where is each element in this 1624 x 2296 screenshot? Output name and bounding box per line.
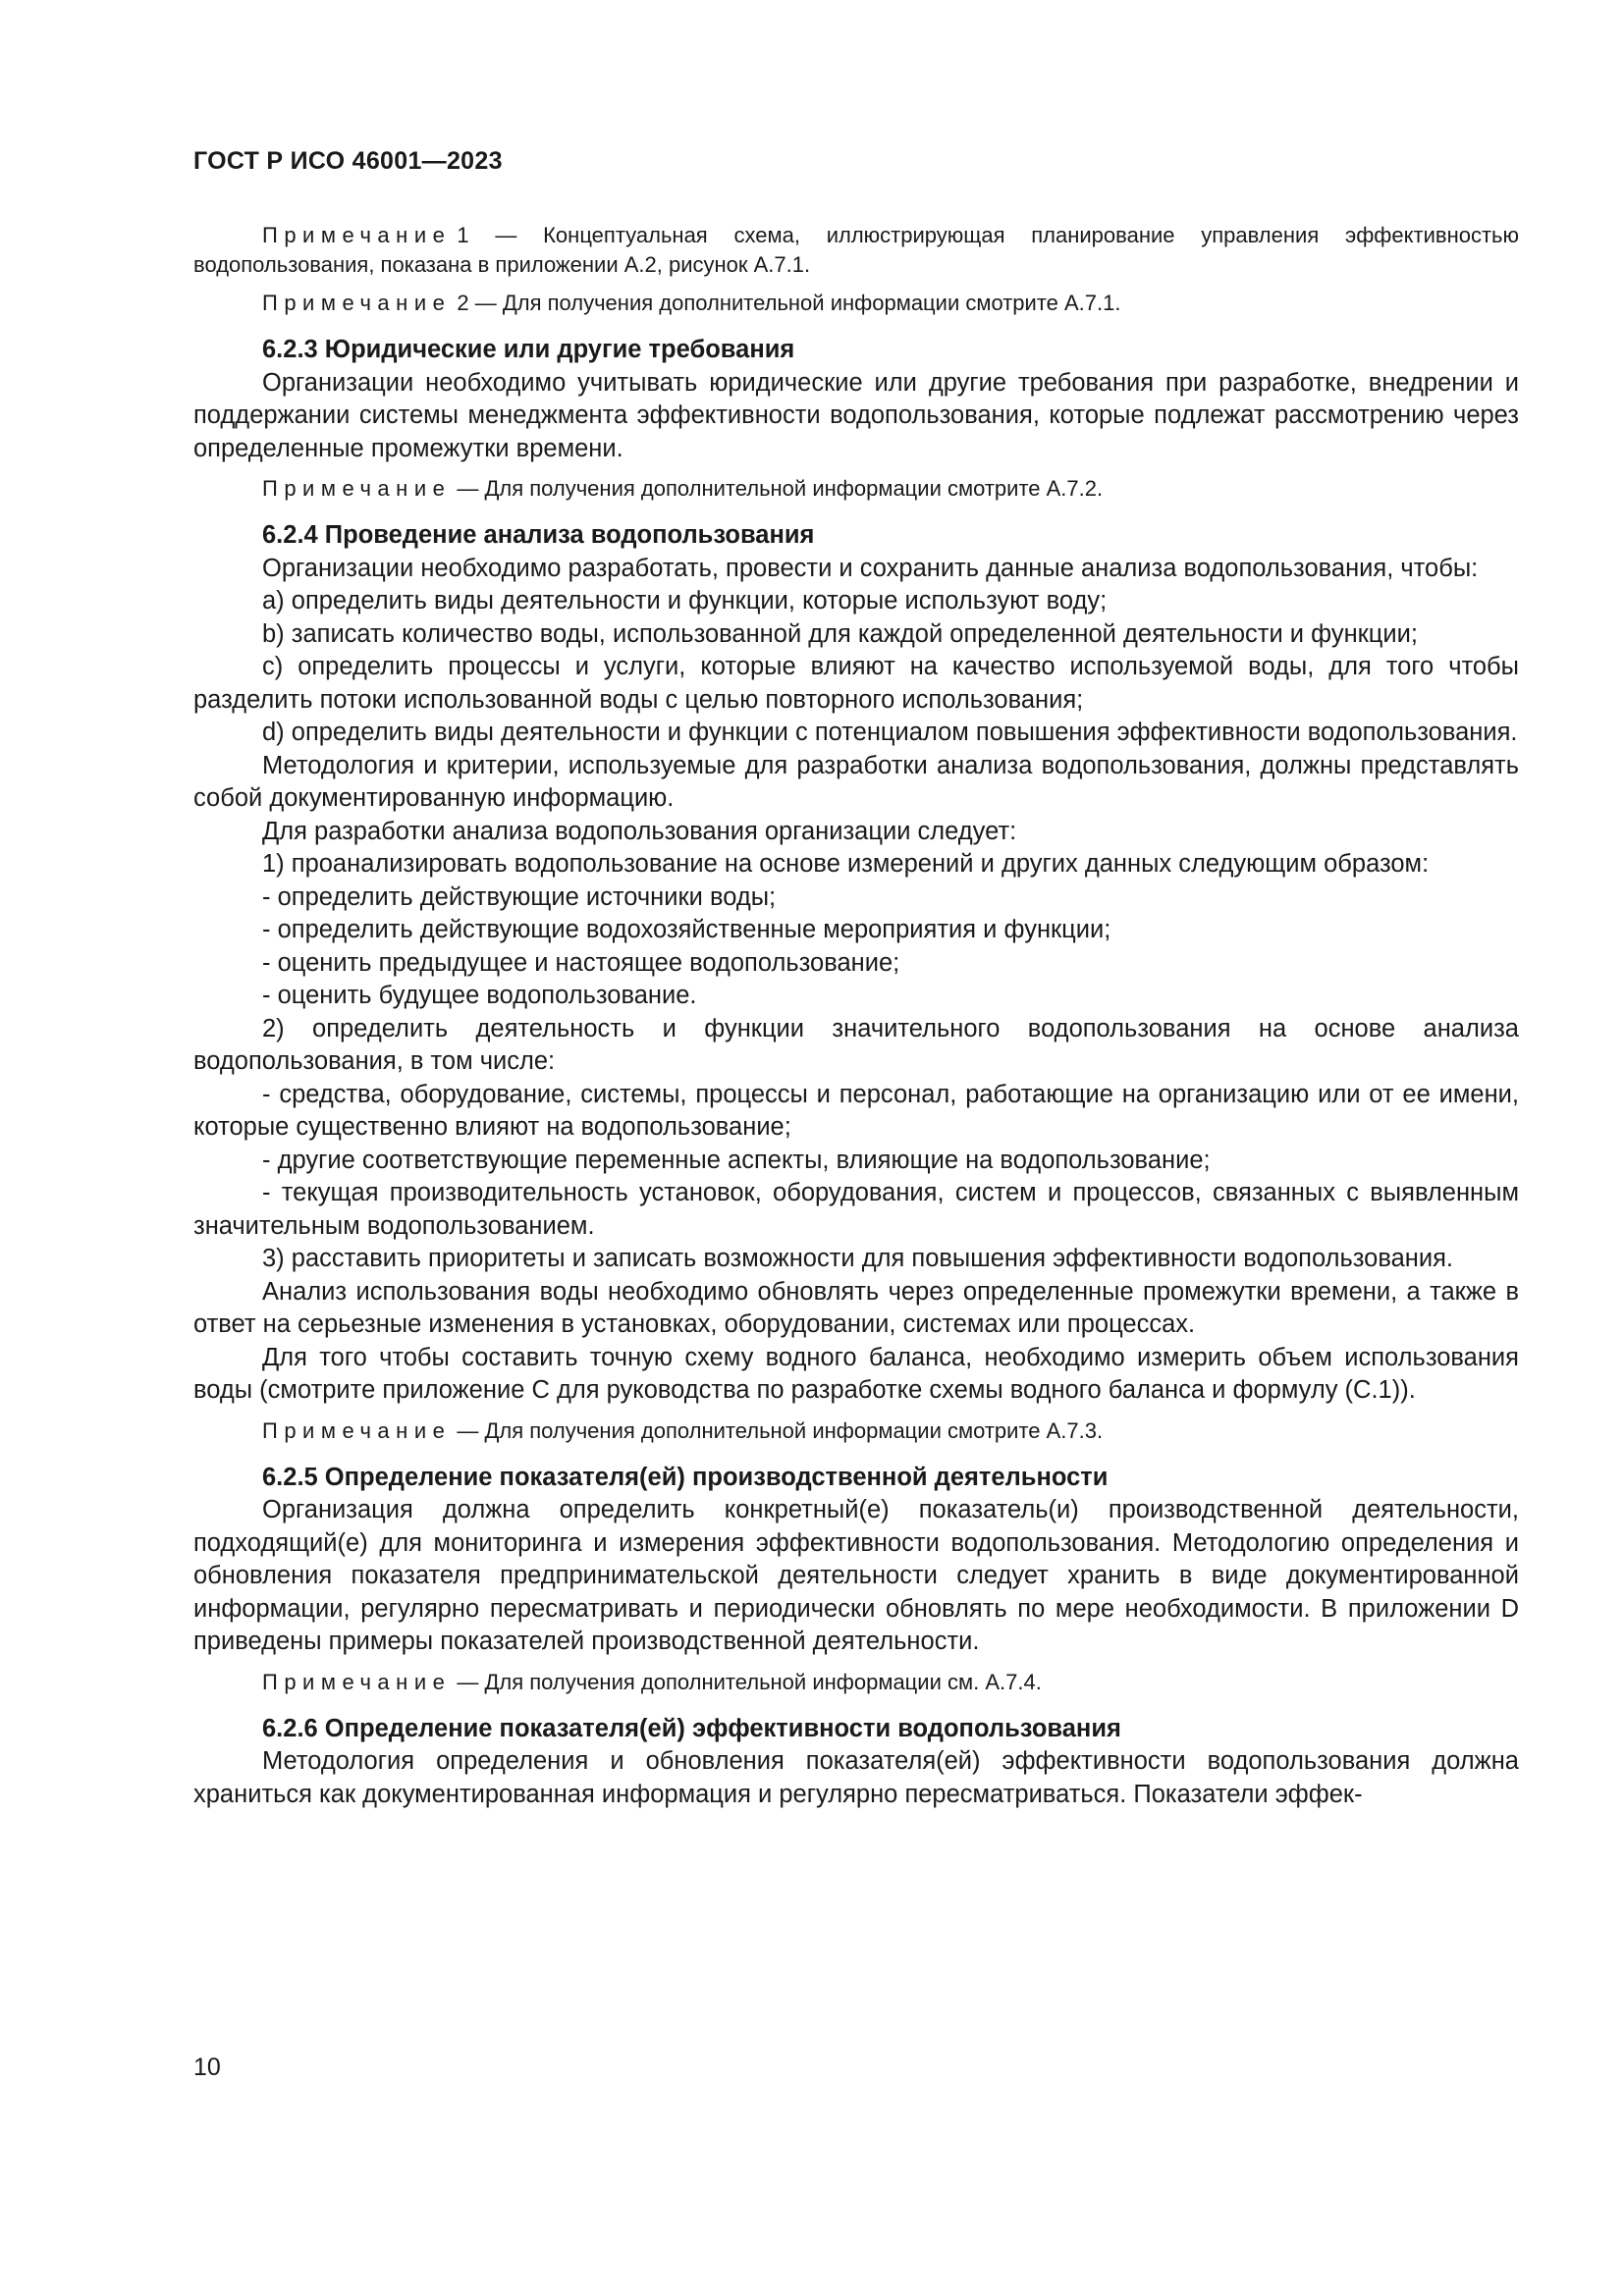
body-paragraph: d) определить виды деятельности и функции с потенциалом повышения эффективности водопользования. [262, 719, 1518, 746]
note-text: — Для получения дополнительной информации см. А.7.4. [457, 1669, 1042, 1694]
note-number: 2 [457, 291, 469, 315]
body-paragraph: Анализ использования воды необходимо обновлять через определенные промежутки времени, а также в ответ на серьезные изменения в установках, оборудовании, системах или процессах. [193, 1277, 1519, 1338]
note-label: Примечание [262, 1669, 452, 1694]
body-paragraph: - оценить будущее водопользование. [262, 982, 697, 1009]
note-number: 1 [457, 223, 469, 247]
note-label: Примечание [262, 476, 452, 501]
note-paragraph [193, 221, 1519, 280]
body-paragraph: Методология определения и обновления показателя(ей) эффективности водопользования должна храниться как документированная информация и регулярно пересматриваться. Показатели эффек- [193, 1747, 1519, 1808]
note-label: Примечание [262, 291, 452, 315]
body-paragraph: a) определить виды деятельности и функции, которые используют воду; [262, 587, 1108, 614]
body-paragraph: - определить действующие источники воды; [262, 882, 777, 911]
body-paragraph: Для разработки анализа водопользования организации следует: [262, 817, 1017, 845]
section-heading: 6.2.4 Проведение анализа водопользования [262, 521, 815, 549]
page-number: 10 [193, 2054, 221, 2081]
body-paragraph: - средства, оборудование, системы, процессы и персонал, работающие на организацию или от ее имени, которые существенно влияют на водопользование; [193, 1080, 1519, 1141]
body-paragraph: b) записать количество воды, использованной для каждой определенной деятельности и функции; [262, 619, 1418, 648]
note-paragraph [193, 1416, 1519, 1446]
body-paragraph: 3) расставить приоритеты и записать возможности для повышения эффективности водопользования. [262, 1245, 1453, 1272]
body-paragraph: Методология и критерии, используемые для разработки анализа водопользования, должны представлять собой документированную информацию. [193, 751, 1519, 812]
body-paragraph: - определить действующие водохозяйственные мероприятия и функции; [262, 916, 1111, 943]
section-heading: 6.2.6 Определение показателя(ей) эффективности водопользования [262, 1714, 1121, 1742]
section-heading: 6.2.5 Определение показателя(ей) производственной деятельности [262, 1463, 1109, 1491]
section-heading: 6.2.3 Юридические или другие требования [262, 336, 795, 363]
note-paragraph [193, 1668, 1519, 1697]
note-text: — Концептуальная схема, иллюстрирующая планирование управления эффективностью водопользования, показана в приложении А.2, рисунок А.7.1. [193, 223, 1519, 277]
body-paragraph: 2) определить деятельность и функции значительного водопользования на основе анализа водопользования, в том числе: [193, 1014, 1519, 1075]
note-label: Примечание [262, 1417, 452, 1443]
body-paragraph: - оценить предыдущее и настоящее водопользование; [262, 948, 900, 977]
body-paragraph: 1) проанализировать водопользование на основе измерений и других данных следующим образом: [262, 850, 1430, 878]
body-paragraph: Организации необходимо учитывать юридические или другие требования при разработке, внедрении и поддержании системы менеджмента эффективности водопользования, которые подлежат рассмотрению через определенные промежутки времени. [193, 368, 1519, 462]
note-text: — Для получения дополнительной информации смотрите А.7.1. [474, 291, 1121, 315]
note-text: — Для получения дополнительной информации смотрите А.7.3. [457, 1417, 1104, 1443]
body-paragraph: c) определить процессы и услуги, которые влияют на качество используемой воды, для того чтобы разделить потоки использованной воды с целью повторного использования; [193, 653, 1519, 714]
body-paragraph: - текущая производительность установок, оборудования, систем и процессов, связанных с выявленным значительным водопользованием. [193, 1179, 1519, 1240]
note-paragraph [193, 289, 1519, 318]
body-paragraph: - другие соответствующие переменные аспекты, влияющие на водопользование; [262, 1146, 1211, 1174]
note-paragraph [193, 474, 1519, 504]
page-body [193, 221, 1519, 1811]
document-code-header: ГОСТ Р ИСО 46001—2023 [193, 147, 503, 175]
note-text: — Для получения дополнительной информации смотрите А.7.2. [457, 476, 1104, 501]
body-paragraph: Для того чтобы составить точную схему водного баланса, необходимо измерить объем использования воды (смотрите приложение С для руководства по разработке схемы водного баланса и формулу (С.1)). [193, 1343, 1519, 1404]
body-paragraph: Организации необходимо разработать, провести и сохранить данные анализа водопользования, чтобы: [262, 554, 1479, 582]
note-label: Примечание [262, 223, 452, 247]
body-paragraph: Организация должна определить конкретный(е) показатель(и) производственной деятельности, подходящий(е) для мониторинга и измерения эффективности водопользования. Методологию определения и обновления показателя предпринимательской деятельности следует хранить в виде документированной информации, регулярно пересматривать и периодически обновлять по мере необходимости. В приложении D приведены примеры показателей производственной деятельности. [193, 1496, 1519, 1655]
